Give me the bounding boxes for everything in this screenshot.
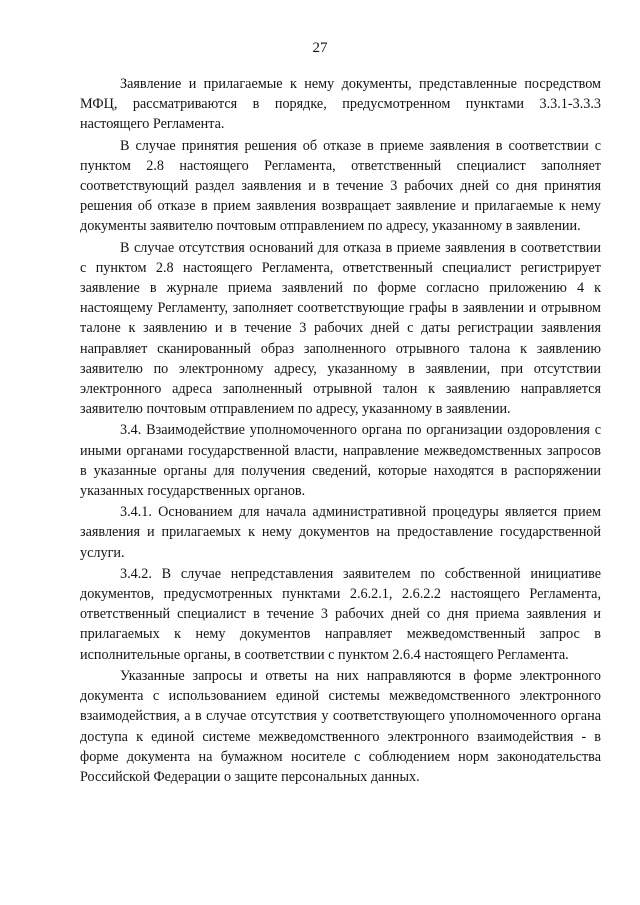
paragraph-refusal: В случае принятия решения об отказе в приеме заявления в соответствии с пунктом 2.8 настоящего Регламента, ответственный специалист заполняет соответствующий раздел заявления и в течение 3 рабочих дней со дня принятия решения об отказе в прием заявления возвращает заявление и прилагаемые к нему документы заявителю почтовым отправлением по адресу, указанному в заявлении. xyxy=(80,137,601,235)
document-body xyxy=(80,74,601,788)
paragraph-registration: В случае отсутствия оснований для отказа в приеме заявления в соответствии с пунктом 2.8 настоящего Регламента, ответственный специалист регистрирует заявление в журнале приема заявлений по форме согласно приложению 4 к настоящему Регламенту, заполняет соответствующие графы в заявлении и отрывном талоне к заявлению и в течение 3 рабочих дней с даты регистрации заявления направляет сканированный образ заполненного отрывного талона к заявлению заявителю по электронному адресу, указанному в заявлении, при отсутствии электронного адреса заполненный отрывной талон к заявлению направляется заявителю почтовым отправлением по адресу, указанному в заявлении. xyxy=(80,239,601,418)
paragraph-section-3-4: 3.4. Взаимодействие уполномоченного органа по организации оздоровления с иными органами государственной власти, направление межведомственных запросов в указанные органы для получения сведений, которые находятся в распоряжении указанных государственных органов. xyxy=(80,422,601,500)
page-number: 27 xyxy=(312,40,328,56)
paragraph-section-3-4-2: 3.4.2. В случае непредставления заявителем по собственной инициативе документов, предусмотренных пунктами 2.6.2.1, 2.6.2.2 настоящего Регламента, ответственный специалист в течение 3 рабочих дней со дня приема заявления и прилагаемых к нему документов направляет межведомственный запрос в исполнительные органы, в соответствии с пунктом 2.6.4 настоящего Регламента. xyxy=(80,565,601,663)
paragraph-section-3-4-1: 3.4.1. Основанием для начала административной процедуры является прием заявления и прилагаемых к нему документов на предоставление государственной услуги. xyxy=(80,504,601,561)
paragraph-mfc-applications: Заявление и прилагаемые к нему документы, представленные посредством МФЦ, рассматриваются в порядке, предусмотренном пунктами 3.3.1-3.3.3 настоящего Регламента. xyxy=(80,76,601,133)
paragraph-requests-electronic: Указанные запросы и ответы на них направляются в форме электронного документа с использованием единой системы межведомственного электронного взаимодействия, а в случае отсутствия у соответствующего уполномоченного органа доступа к единой системе межведомственного электронного взаимодействия - в форме документа на бумажном носителе с соблюдением норм законодательства Российской Федерации о защите персональных данных. xyxy=(80,667,601,785)
